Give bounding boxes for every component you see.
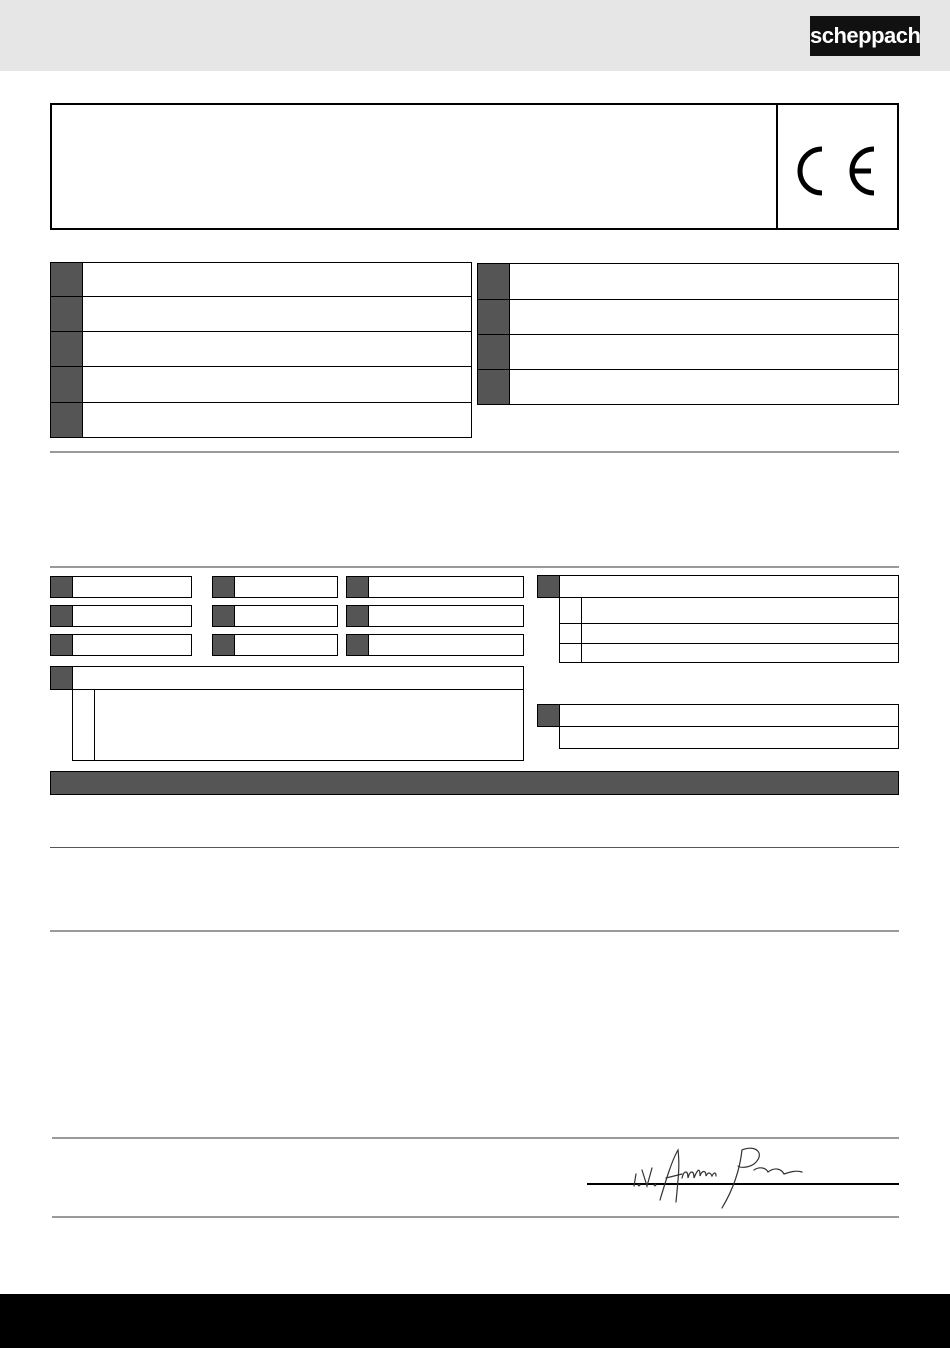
- field-number-cell: [347, 606, 369, 626]
- field-number-cell: [51, 577, 73, 597]
- notified-body-row: [559, 597, 899, 624]
- field-cell: [50, 576, 192, 598]
- notified-body-row: [559, 643, 899, 663]
- sub-number-cell: [560, 624, 582, 643]
- field-number-cell: [213, 577, 235, 597]
- section-divider: [50, 847, 899, 848]
- field-number-cell: [213, 606, 235, 626]
- row-number-cell: [51, 297, 83, 331]
- reference-header-row: [537, 704, 899, 727]
- field-cell: [346, 576, 524, 598]
- notified-body-header-row: [537, 575, 899, 598]
- field-number-cell: [347, 577, 369, 597]
- field-cell: [50, 634, 192, 656]
- directive-row: [477, 263, 899, 300]
- sub-number-cell: [560, 598, 582, 623]
- notified-body-row: [559, 623, 899, 644]
- field-cell: [212, 634, 338, 656]
- field-number-cell: [51, 606, 73, 626]
- standards-content-box: [72, 689, 524, 761]
- field-number-cell: [538, 705, 560, 726]
- directive-row: [50, 262, 472, 297]
- field-number-cell: [51, 635, 73, 655]
- ce-mark-icon: [778, 103, 899, 230]
- field-number-cell: [538, 576, 560, 597]
- brand-logo: scheppach: [810, 16, 920, 56]
- footer-band: [0, 1294, 950, 1348]
- field-cell: [346, 605, 524, 627]
- directive-row: [50, 366, 472, 403]
- reference-value-row: [559, 726, 899, 749]
- directive-row: [50, 331, 472, 367]
- row-number-cell: [51, 367, 83, 402]
- section-divider: [50, 566, 899, 568]
- row-number-cell: [51, 332, 83, 366]
- row-number-cell: [478, 335, 510, 369]
- field-cell: [50, 605, 192, 627]
- field-cell: [212, 576, 338, 598]
- declaration-title-box: [50, 103, 899, 230]
- row-number-cell: [478, 264, 510, 299]
- directive-row: [50, 296, 472, 332]
- directive-row: [477, 299, 899, 335]
- section-divider: [50, 930, 899, 932]
- directive-row: [50, 402, 472, 438]
- row-number-cell: [478, 370, 510, 404]
- section-header-bar: [50, 771, 899, 795]
- header-band: [0, 0, 950, 71]
- standards-header-row: [50, 666, 524, 690]
- row-number-cell: [478, 300, 510, 334]
- field-cell: [346, 634, 524, 656]
- row-number-cell: [51, 263, 83, 296]
- field-number-cell: [51, 667, 73, 689]
- field-cell: [212, 605, 338, 627]
- sub-number-cell: [73, 690, 95, 760]
- directive-row: [477, 369, 899, 405]
- directive-row: [477, 334, 899, 370]
- field-number-cell: [213, 635, 235, 655]
- row-number-cell: [51, 403, 83, 437]
- sub-number-cell: [560, 644, 582, 662]
- handwritten-signature: [620, 1140, 820, 1212]
- signature-top-divider: [52, 1137, 899, 1139]
- signature-bottom-divider: [52, 1216, 899, 1218]
- section-divider: [50, 451, 899, 453]
- field-number-cell: [347, 635, 369, 655]
